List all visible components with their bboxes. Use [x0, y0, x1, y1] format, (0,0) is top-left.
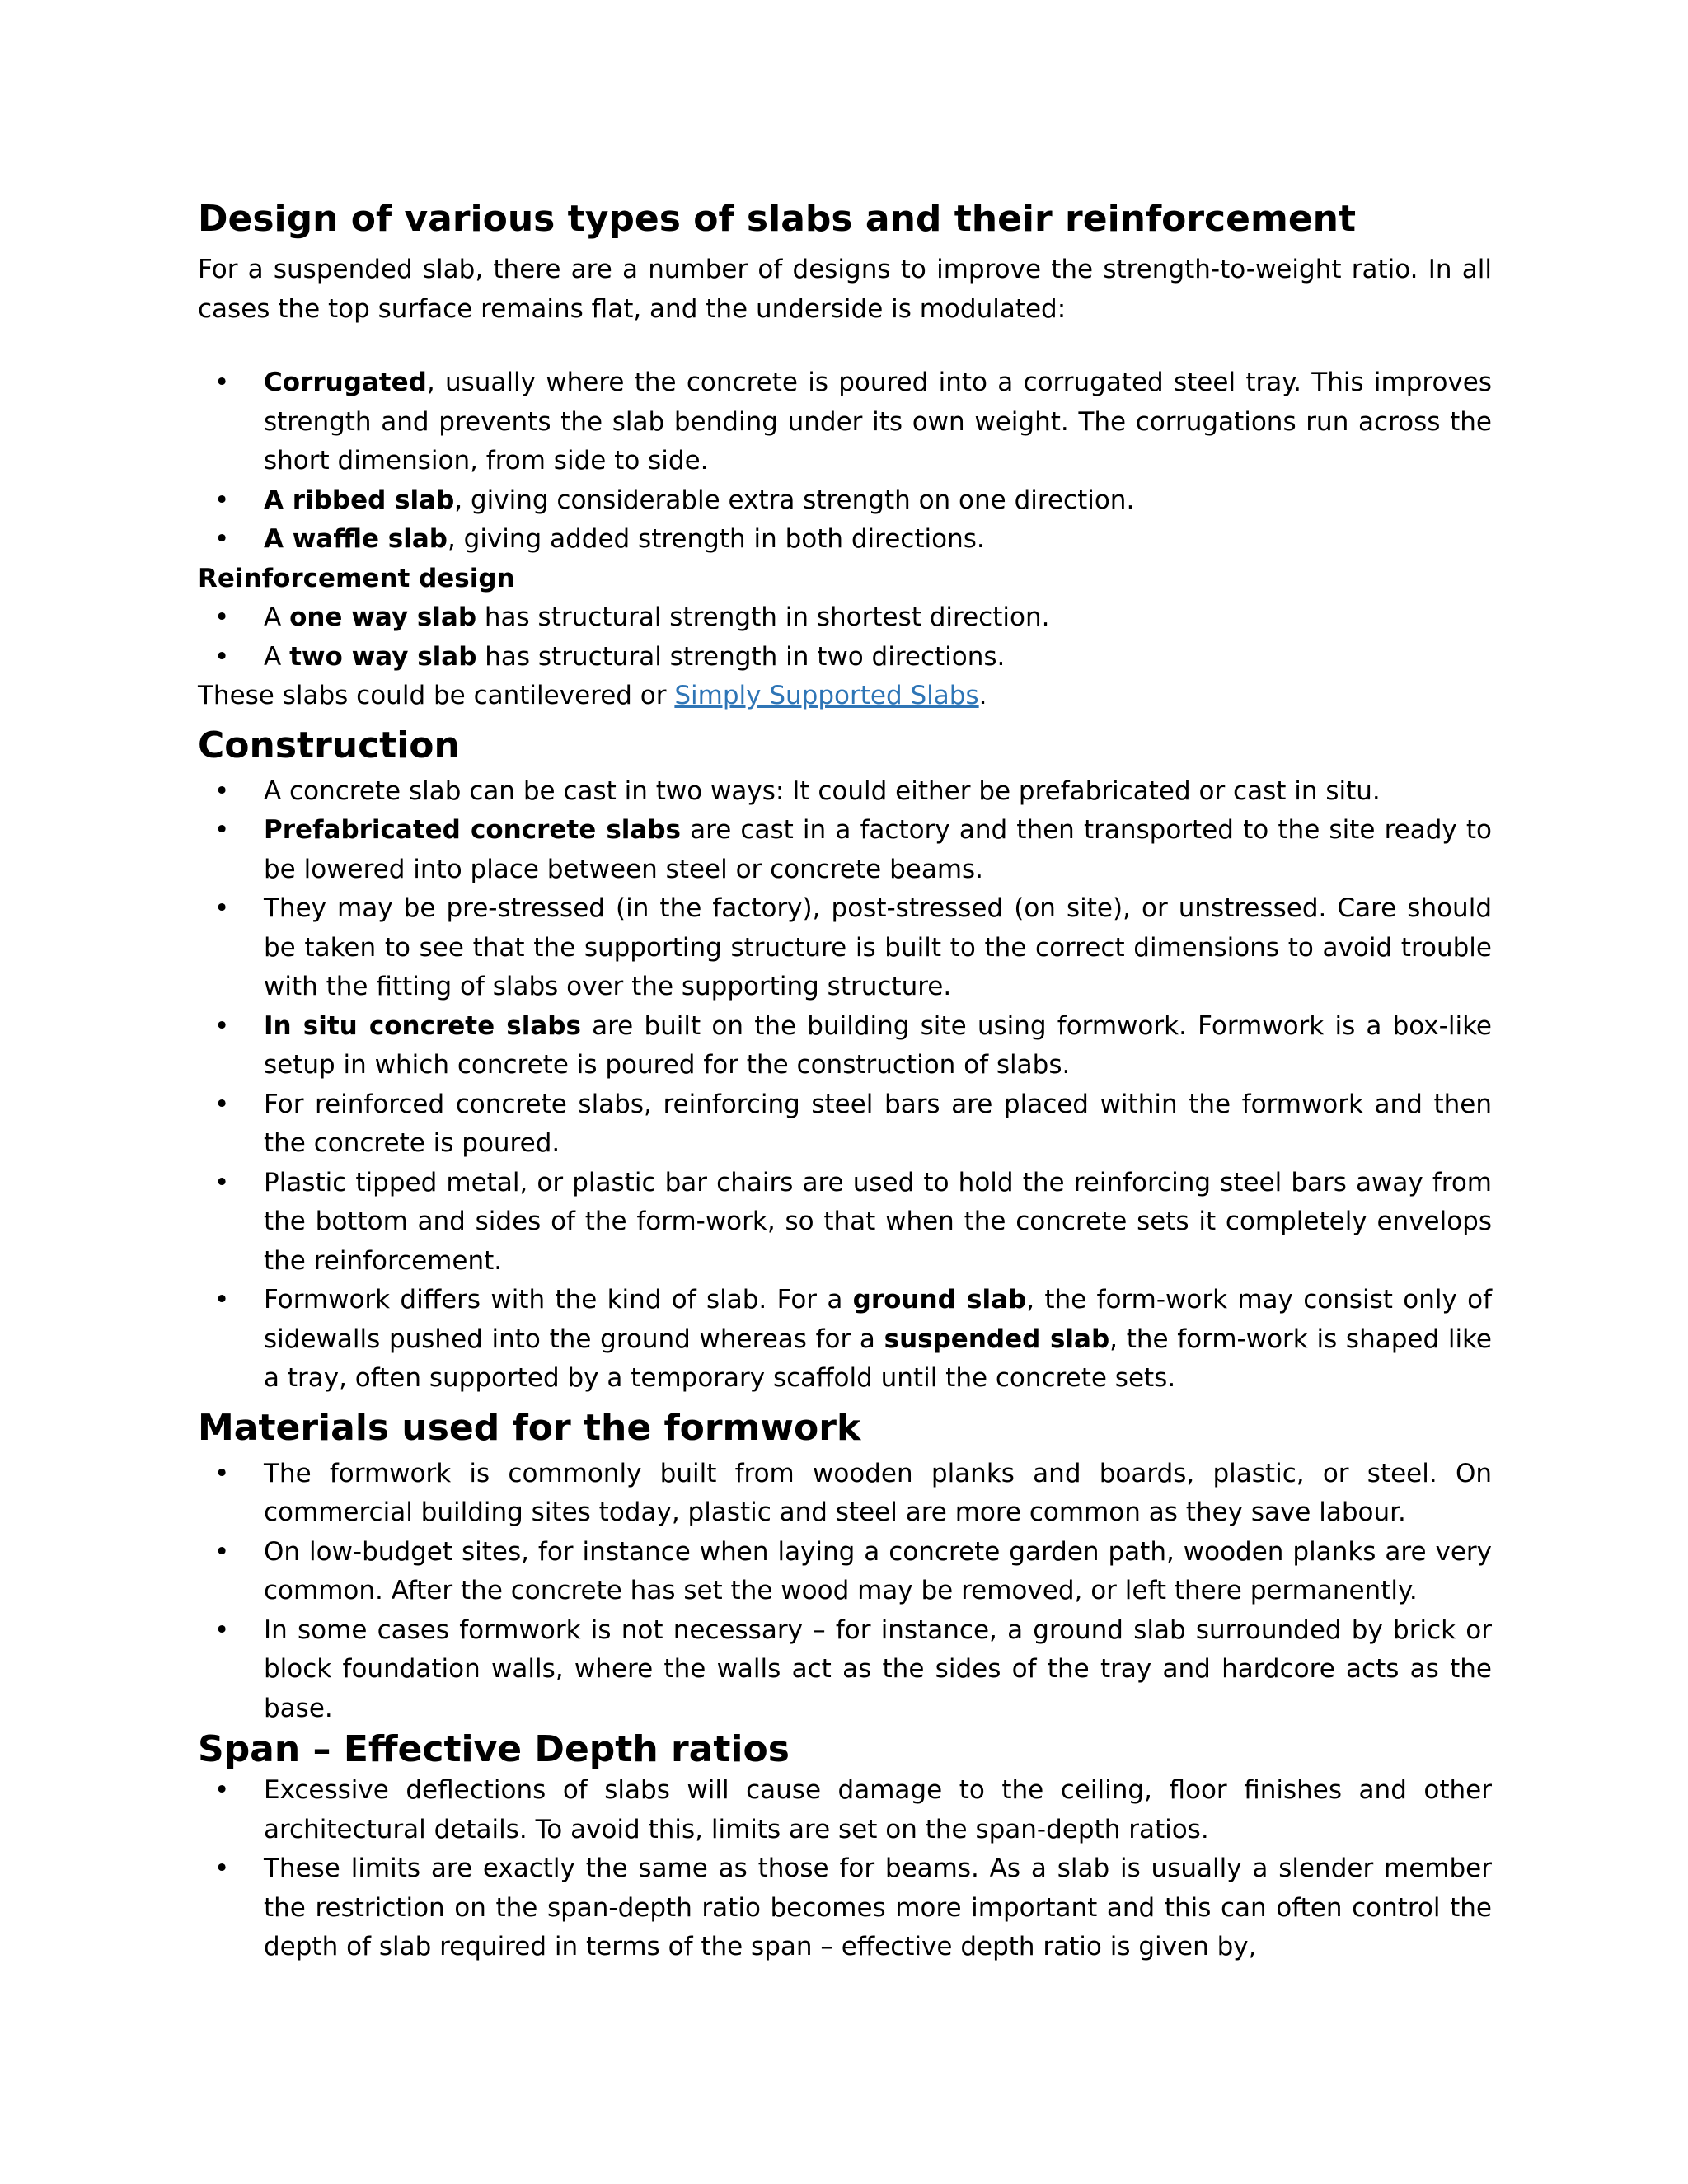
- materials-heading: Materials used for the formwork: [198, 1406, 861, 1449]
- intro-paragraph: For a suspended slab, there are a number of designs to improve the strength-to-weight ratio. In all cases the top surface remains flat, and the underside is modulated:: [198, 255, 1492, 324]
- list-item: • Formwork differs with the kind of slab. For a ground slab, the form-work may consist only of sidewalls pushed into the ground whereas for a suspended slab, the form-work is shaped like a tray, often supported by a temporary scaffold until the concrete sets.: [198, 1281, 1492, 1399]
- reinforcement-list: [198, 598, 1492, 677]
- support-note: These slabs could be cantilevered or Simply Supported Slabs.: [198, 681, 987, 710]
- page-title: Design of various types of slabs and their reinforcement: [198, 198, 1357, 240]
- bullet-icon: •: [214, 1285, 230, 1315]
- list-item: • In situ concrete slabs are built on the building site using formwork. Formwork is a box-like setup in which concrete is poured for the construction of slabs.: [198, 1007, 1492, 1085]
- list-item: • The formwork is commonly built from wooden planks and boards, plastic, or steel. On commercial building sites today, plastic and steel are more common as they save labour.: [198, 1455, 1492, 1533]
- span-list: [198, 1771, 1492, 1967]
- bullet-icon: •: [214, 1775, 230, 1805]
- bullet-icon: •: [214, 1089, 230, 1119]
- bullet-icon: •: [214, 1010, 230, 1041]
- list-item: • A ribbed slab, giving considerable extra strength on one direction.: [198, 481, 1492, 521]
- bullet-icon: •: [214, 524, 230, 554]
- construction-heading: Construction: [198, 724, 460, 766]
- construction-list: [198, 772, 1492, 1399]
- list-item: • On low-budget sites, for instance when laying a concrete garden path, wooden planks are very common. After the concrete has set the wood may be removed, or left there permanently.: [198, 1533, 1492, 1611]
- list-item: • For reinforced concrete slabs, reinforcing steel bars are placed within the formwork and then the concrete is poured.: [198, 1085, 1492, 1164]
- bullet-icon: •: [214, 1167, 230, 1197]
- bullet-icon: •: [214, 641, 230, 672]
- list-item: • Excessive deflections of slabs will cause damage to the ceiling, floor finishes and other architectural details. To avoid this, limits are set on the span-depth ratios.: [198, 1771, 1492, 1849]
- list-item: • A waffle slab, giving added strength in both directions.: [198, 520, 1492, 560]
- reinforcement-heading: Reinforcement design: [198, 563, 515, 593]
- list-item: • Corrugated, usually where the concrete is poured into a corrugated steel tray. This improves strength and prevents the slab bending under its own weight. The corrugations run across the short dimension, from side to side.: [198, 363, 1492, 481]
- list-item: • A one way slab has structural strength in shortest direction.: [198, 598, 1492, 638]
- bullet-icon: •: [214, 815, 230, 845]
- document-page: [198, 191, 1492, 1967]
- list-item: • These limits are exactly the same as those for beams. As a slab is usually a slender member the restriction on the span-depth ratio becomes more important and this can often control the depth of slab required in terms of the span – effective depth ratio is given by,: [198, 1849, 1492, 1967]
- materials-list: [198, 1455, 1492, 1729]
- list-item: • They may be pre-stressed (in the factory), post-stressed (on site), or unstressed. Care should be taken to see that the supporting structure is built to the correct dimensions to avoid trouble with the fitting of slabs over the supporting structure.: [198, 889, 1492, 1007]
- bullet-icon: •: [214, 485, 230, 515]
- list-item: • Plastic tipped metal, or plastic bar chairs are used to hold the reinforcing steel bars away from the bottom and sides of the form-work, so that when the concrete sets it completely envelops the reinforcement.: [198, 1164, 1492, 1282]
- list-item: • A two way slab has structural strength in two directions.: [198, 638, 1492, 677]
- list-item: • In some cases formwork is not necessary – for instance, a ground slab surrounded by brick or block foundation walls, where the walls act as the sides of the tray and hardcore acts as the base.: [198, 1611, 1492, 1729]
- slab-types-list: [198, 363, 1492, 560]
- bullet-icon: •: [214, 368, 230, 397]
- bullet-icon: •: [214, 1536, 230, 1567]
- bullet-icon: •: [214, 776, 230, 806]
- simply-supported-slabs-link[interactable]: Simply Supported Slabs: [674, 681, 979, 710]
- bullet-icon: •: [214, 893, 230, 923]
- bullet-icon: •: [214, 1615, 230, 1645]
- bullet-icon: •: [214, 1458, 230, 1488]
- list-item: • Prefabricated concrete slabs are cast in a factory and then transported to the site ready to be lowered into place between steel or concrete beams.: [198, 811, 1492, 889]
- list-item: • A concrete slab can be cast in two ways: It could either be prefabricated or cast in situ.: [198, 772, 1492, 812]
- bullet-icon: •: [214, 1854, 230, 1883]
- span-heading: Span – Effective Depth ratios: [198, 1728, 790, 1770]
- bullet-icon: •: [214, 602, 230, 632]
